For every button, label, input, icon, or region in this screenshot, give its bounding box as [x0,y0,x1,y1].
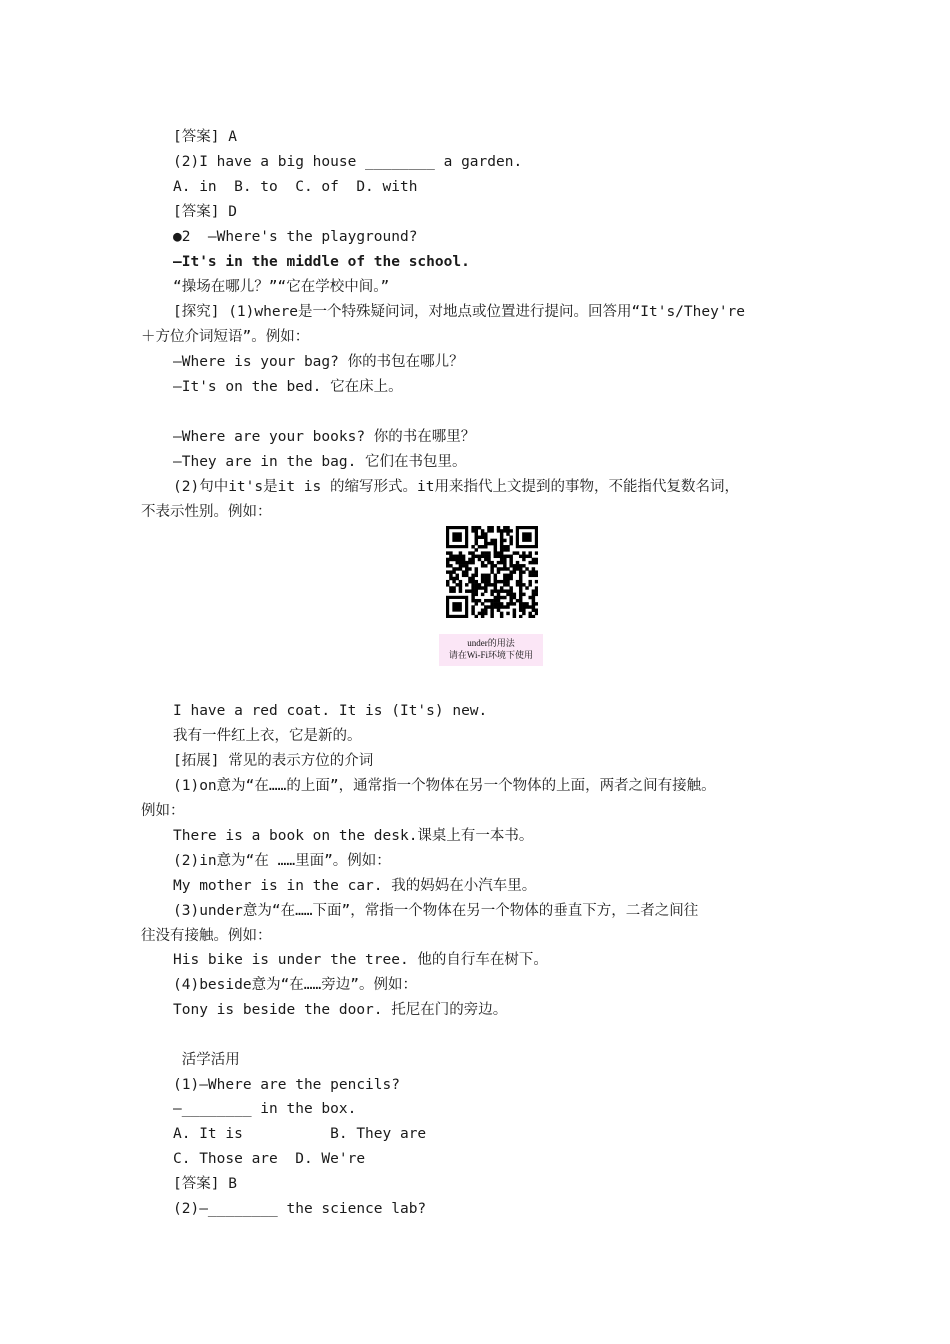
text-line: “操场在哪儿？”“它在学校中间。” [173,279,390,295]
text-line: (2)—________ the science lab? [173,1201,427,1217]
qr-code-icon[interactable] [446,526,538,618]
text-line: —Where is your bag? 你的书包在哪儿？ [173,354,464,370]
text-line: —________ in the box. [173,1101,357,1117]
text-line: (1)on意为“在……的上面”，通常指一个物体在另一个物体的上面，两者之间有接触。 [173,778,716,794]
text-line: C. Those are D. We're [173,1151,366,1167]
text-line: A. It is B. They are [173,1126,427,1142]
text-line: 往没有接触。例如： [141,928,272,944]
text-line: —It's in the middle of the school. [173,254,470,270]
qr-code-graphic [446,526,538,618]
text-line: [探究] (1)where是一个特殊疑问词，对地点或位置进行提问。回答用“It's/They're [173,304,746,320]
qr-caption [439,634,543,666]
text-line: —Where are your books? 你的书在哪里？ [173,429,476,445]
text-line: (1)—Where are the pencils? [173,1077,400,1093]
text-line: ●2 —Where's the playground? [173,229,418,245]
qr-caption-title: under的用法 [467,638,515,648]
text-line: 我有一件红上衣，它是新的。 [173,728,362,744]
text-line: 活学活用 [173,1052,240,1068]
text-line: I have a red coat. It is (It's) new. [173,703,488,719]
text-line: 例如： [141,803,185,819]
text-line: (3)under意为“在……下面”，常指一个物体在另一个物体的垂直下方，二者之间往 [173,903,699,919]
text-line: [拓展] 常见的表示方位的介词 [173,753,374,769]
text-line: —It's on the bed. 它在床上。 [173,379,403,395]
text-line: (2)in意为“在 ……里面”。例如： [173,853,391,869]
text-line: [答案] D [173,204,237,220]
qr-caption-note: 请在Wi-Fi环境下使用 [448,650,534,660]
text-line: (2)句中it's是it is 的缩写形式。it用来指代上文提到的事物，不能指代复数名词， [173,479,739,495]
text-line: His bike is under the tree. 他的自行车在树下。 [173,952,548,968]
text-line: ＋方位介词短语”。例如： [141,329,310,345]
text-line: (2)I have a big house ________ a garden. [173,154,523,170]
text-line: Tony is beside the door. 托尼在门的旁边。 [173,1002,508,1018]
text-line: [答案] B [173,1176,237,1192]
text-line: (4)beside意为“在……旁边”。例如： [173,977,417,993]
text-line: —They are in the bag. 它们在书包里。 [173,454,467,470]
text-line: A. in B. to C. of D. with [173,179,418,195]
text-line: [答案] A [173,129,237,145]
text-line: There is a book on the desk.课桌上有一本书。 [173,828,534,844]
text-line: 不表示性别。例如： [141,504,272,520]
text-line: My mother is in the car. 我的妈妈在小汽车里。 [173,878,537,894]
